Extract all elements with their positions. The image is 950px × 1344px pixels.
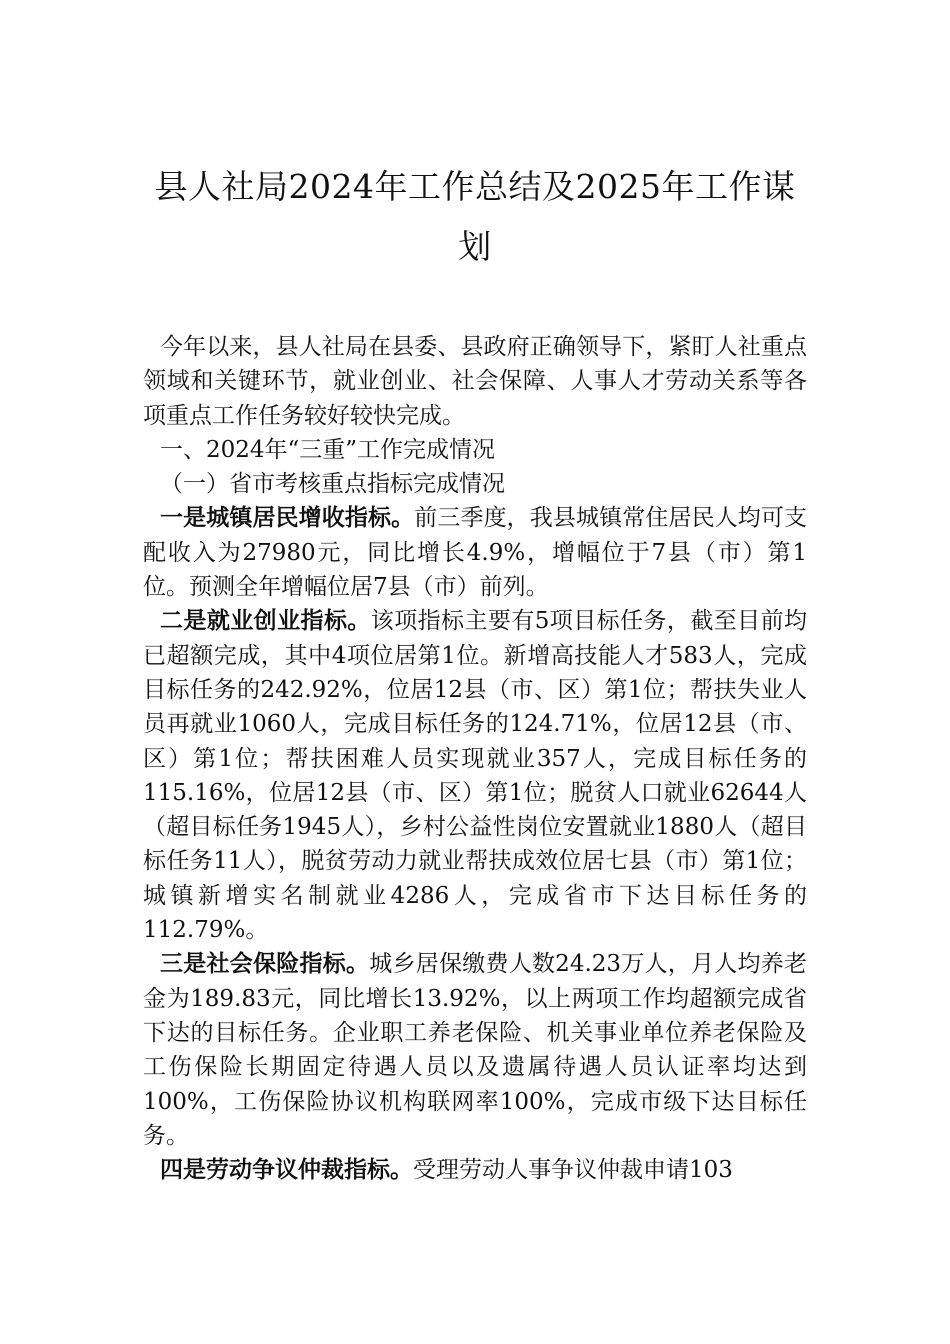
document-body <box>143 330 807 1187</box>
item-lead: 二是就业创业指标。 <box>160 608 371 635</box>
subsection-heading: （一）省市考核重点指标完成情况 <box>160 471 505 498</box>
item-text: 城乡居保缴费人数24.23万人，月人均养老金为189.83元，同比增长13.92%，以上两项工作均超额完成省下达的目标任务。企业职工养老保险、机关事业单位养老保险及工伤保险长期固定待遇人员以及遗属待遇人员认证率均达到100%，工伤保险协议机构联网率100%，完成市级下达目标任务。 <box>143 951 807 1149</box>
item-paragraph-employment <box>143 604 807 947</box>
item-lead: 一是城镇居民增收指标。 <box>160 505 415 532</box>
document-page <box>143 160 807 1187</box>
document-title <box>143 160 807 274</box>
item-lead: 三是社会保险指标。 <box>160 951 370 978</box>
item-paragraph-income <box>143 501 807 604</box>
item-text: 受理劳动人事争议仲裁申请103 <box>413 1157 733 1184</box>
item-paragraph-arbitration <box>143 1153 807 1187</box>
item-text: 该项指标主要有5项目标任务，截至目前均已超额完成，其中4项位居第1位。新增高技能人才583人，完成目标任务的242.92%，位居12县（市、区）第1位；帮扶失业人员再就业1060人，完成目标任务的124.71%，位居12县（市、区）第1位；帮扶困难人员实现就业357人，完成目标任务的115.16%，位居12县（市、区）第1位；脱贫人口就业62644人（超目标任务1945人），乡村公益性岗位安置就业1880人（超目标任务11人），脱贫劳动力就业帮扶成效位居七县（市）第1位；城镇新增实名制就业4286人，完成省市下达目标任务的112.79%。 <box>143 608 808 944</box>
title-line-2: 划 <box>458 227 492 266</box>
item-text: 前三季度，我县城镇常住居民人均可支配收入为27980元，同比增长4.9%，增幅位于7县（市）第1位。预测全年增幅位居7县（市）前列。 <box>143 505 808 601</box>
section-heading: 一、2024年“三重”工作完成情况 <box>160 436 496 463</box>
item-paragraph-insurance <box>143 947 807 1153</box>
intro-paragraph: 今年以来，县人社局在县委、县政府正确领导下，紧盯人社重点领域和关键环节，就业创业、社会保障、人事人才劳动关系等各项重点工作任务较好较快完成。 <box>143 334 807 429</box>
title-line-1: 县人社局2024年工作总结及2025年工作谋 <box>154 167 796 206</box>
item-lead: 四是劳动争议仲裁指标。 <box>160 1157 413 1184</box>
